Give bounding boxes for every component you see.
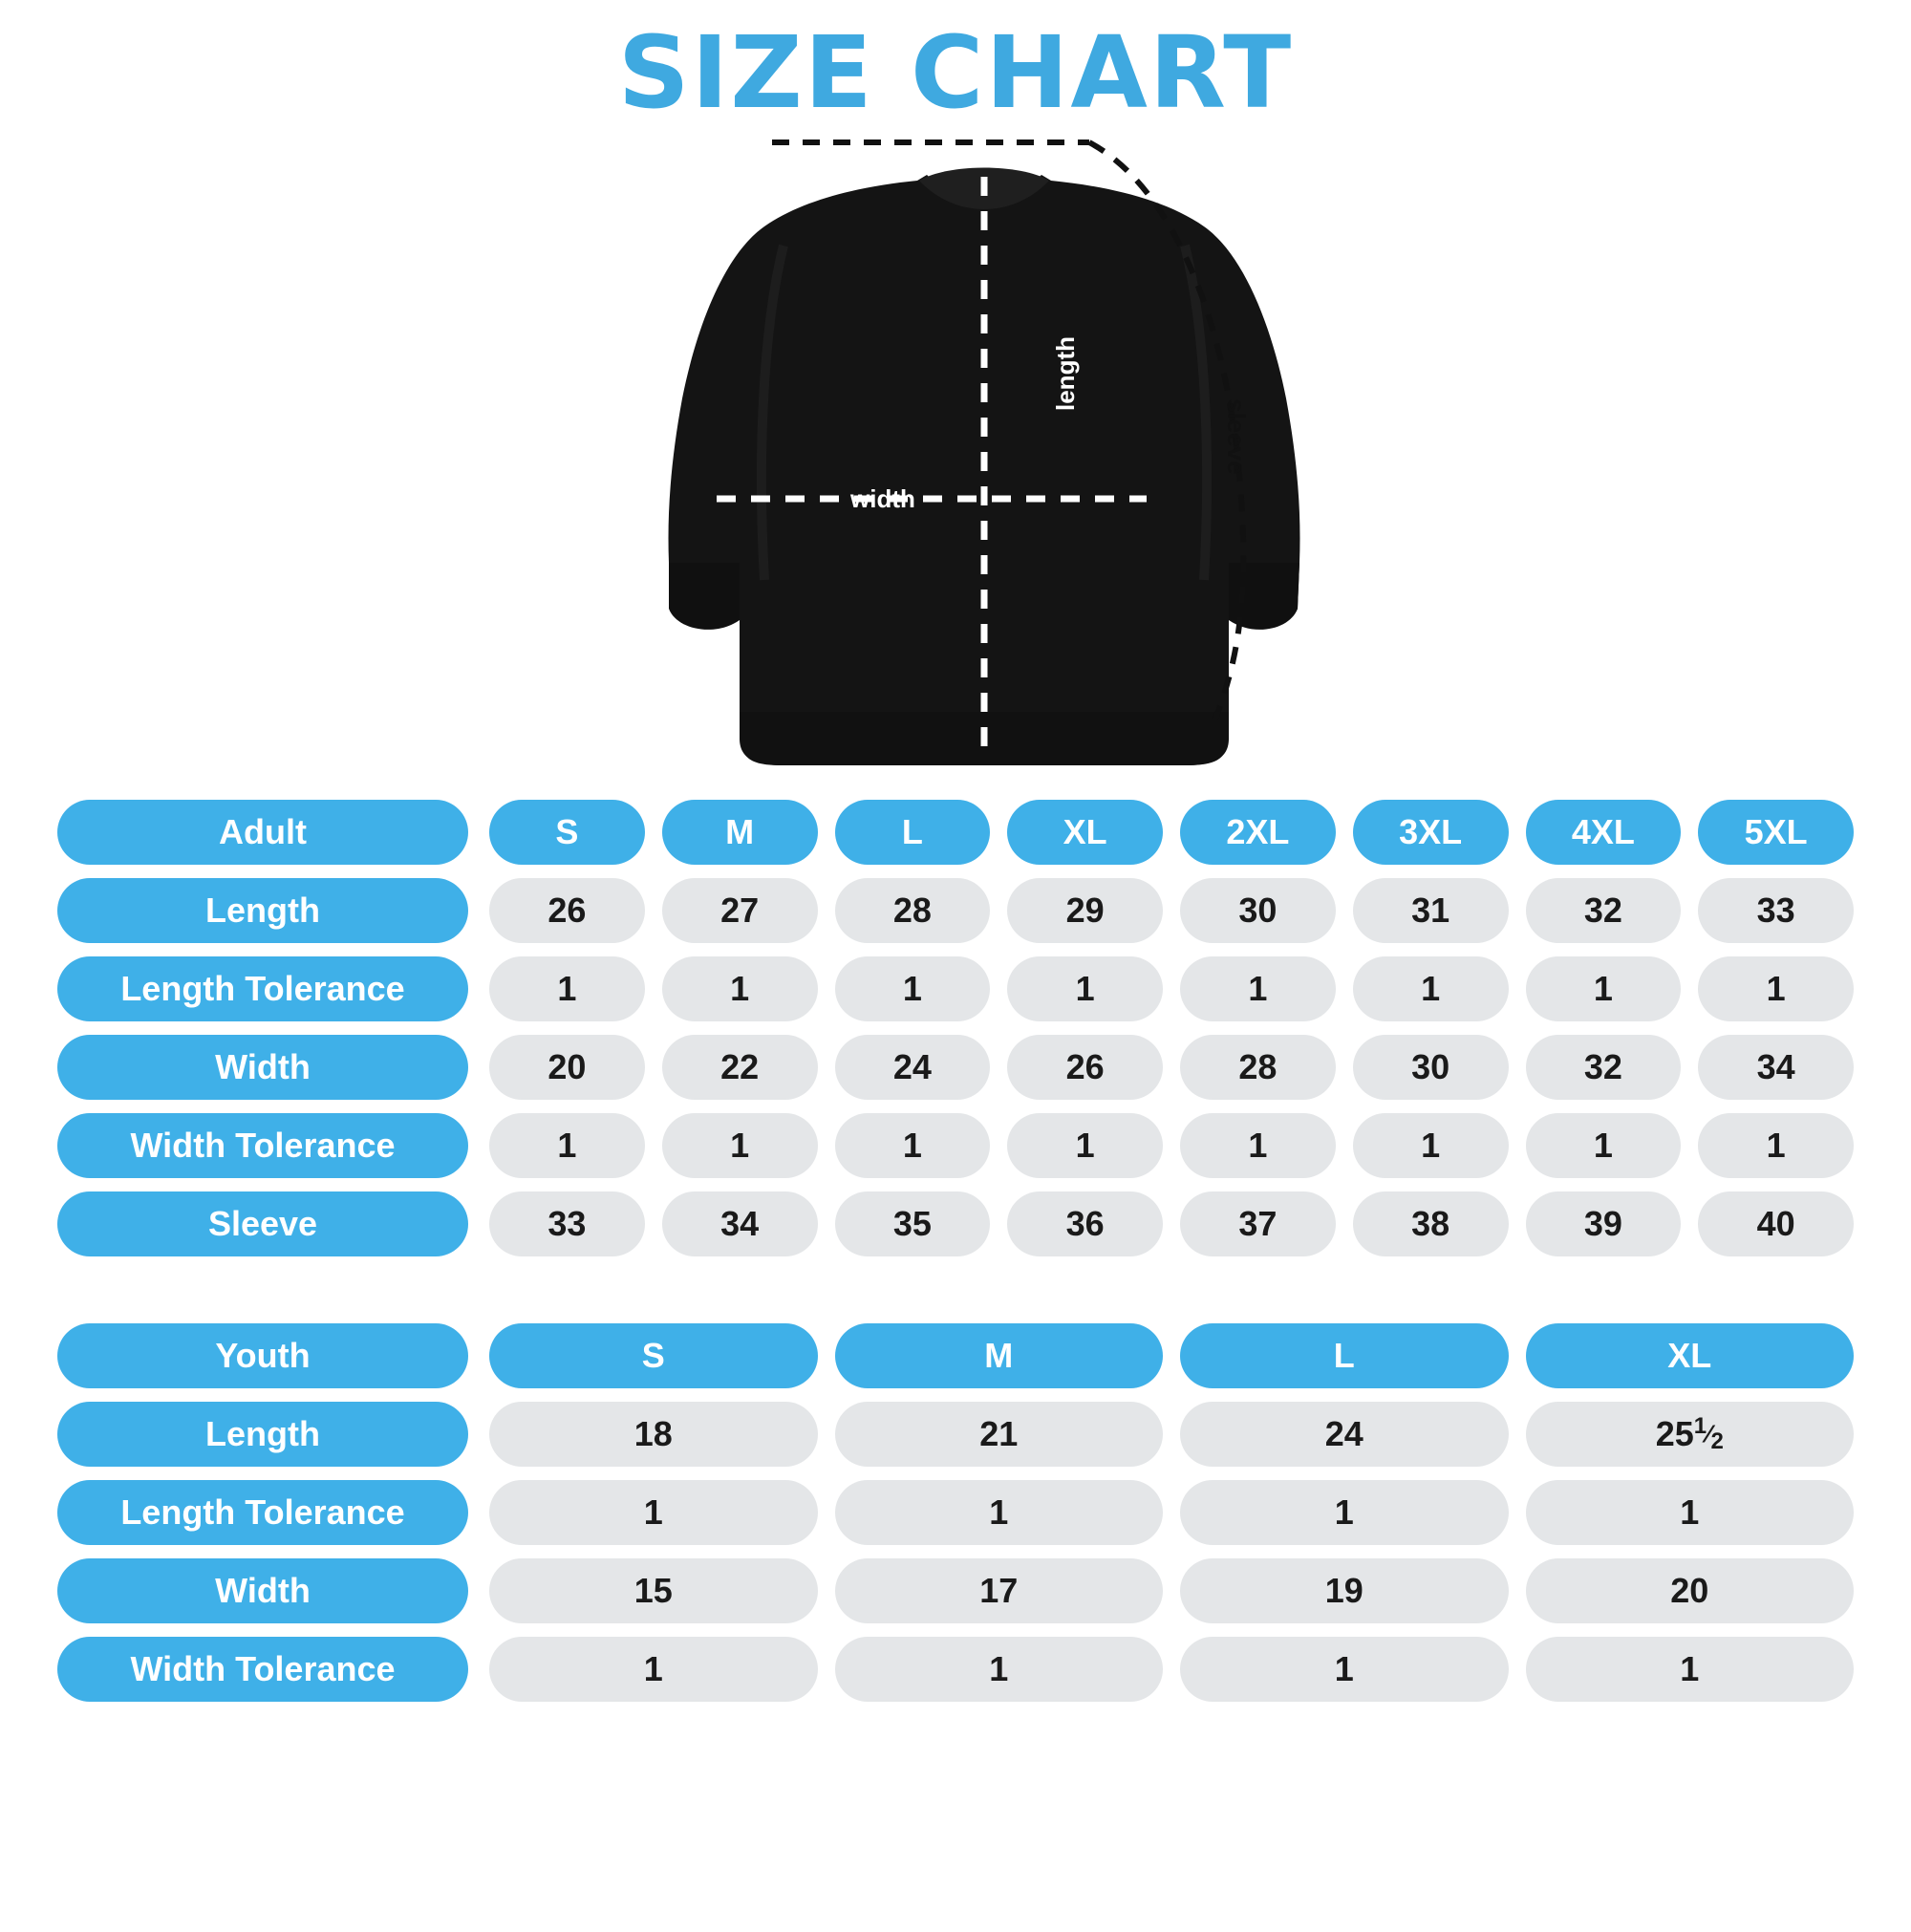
table-cell: 1 <box>1180 1637 1509 1702</box>
table-cell: 38 <box>1353 1191 1509 1256</box>
table-cell: 25 $^1⁄_2$ <box>1526 1402 1855 1467</box>
youth-row-length-tolerance <box>57 1480 1854 1545</box>
table-cell: 1 <box>662 1113 818 1178</box>
adult-row-label-width-tolerance: Width Tolerance <box>57 1113 468 1178</box>
adult-size-2xl: 2XL <box>1180 800 1336 865</box>
table-cell: 31 <box>1353 878 1509 943</box>
table-cell: 1 <box>1180 956 1336 1021</box>
adult-header-label: Adult <box>57 800 468 865</box>
table-cell: 30 <box>1353 1035 1509 1100</box>
adult-row-label-length-tolerance: Length Tolerance <box>57 956 468 1021</box>
table-cell: 1 <box>1180 1113 1336 1178</box>
youth-size-m: M <box>835 1323 1164 1388</box>
diagram-label-length: length <box>1051 336 1080 412</box>
table-cell: 1 <box>489 1113 645 1178</box>
table-cell: 22 <box>662 1035 818 1100</box>
table-cell: 1 <box>489 1637 818 1702</box>
table-cell: 33 <box>1698 878 1854 943</box>
youth-size-s: S <box>489 1323 818 1388</box>
table-cell: 1 <box>489 956 645 1021</box>
table-cell: 15 <box>489 1558 818 1623</box>
table-cell: 1 <box>1698 956 1854 1021</box>
adult-row-width-tolerance <box>57 1113 1854 1178</box>
adult-row-label-length: Length <box>57 878 468 943</box>
table-cell: 1 <box>835 1637 1164 1702</box>
table-cell: 30 <box>1180 878 1336 943</box>
diagram-label-width: width <box>850 484 915 514</box>
table-cell: 1 <box>1526 1113 1682 1178</box>
table-cell: 1 <box>1180 1480 1509 1545</box>
youth-row-label-length: Length <box>57 1402 468 1467</box>
table-cell: 24 <box>835 1035 991 1100</box>
table-cell: 28 <box>1180 1035 1336 1100</box>
sweatshirt-illustration <box>478 131 1433 800</box>
table-cell: 32 <box>1526 1035 1682 1100</box>
table-cell: 1 <box>1526 1480 1855 1545</box>
table-cell: 34 <box>1698 1035 1854 1100</box>
table-cell: 29 <box>1007 878 1163 943</box>
table-cell: 1 <box>662 956 818 1021</box>
table-cell: 20 <box>489 1035 645 1100</box>
youth-row-width <box>57 1558 1854 1623</box>
table-cell: 17 <box>835 1558 1164 1623</box>
table-cell: 18 <box>489 1402 818 1467</box>
table-cell: 1 <box>1353 1113 1509 1178</box>
table-cell: 1 <box>1526 956 1682 1021</box>
adult-size-3xl: 3XL <box>1353 800 1509 865</box>
adult-row-width <box>57 1035 1854 1100</box>
youth-size-table <box>57 1323 1854 1702</box>
adult-size-s: S <box>489 800 645 865</box>
adult-row-sleeve <box>57 1191 1854 1256</box>
table-cell: 27 <box>662 878 818 943</box>
table-cell: 26 <box>489 878 645 943</box>
table-cell: 37 <box>1180 1191 1336 1256</box>
youth-row-label-width: Width <box>57 1558 468 1623</box>
adult-size-4xl: 4XL <box>1526 800 1682 865</box>
table-cell: 1 <box>1698 1113 1854 1178</box>
table-cell: 26 <box>1007 1035 1163 1100</box>
table-cell: 32 <box>1526 878 1682 943</box>
youth-header-row <box>57 1323 1854 1388</box>
table-cell: 1 <box>835 1480 1164 1545</box>
table-cell: 19 <box>1180 1558 1509 1623</box>
page-title: SIZE CHART <box>617 14 1294 131</box>
table-cell: 33 <box>489 1191 645 1256</box>
table-cell: 24 <box>1180 1402 1509 1467</box>
table-cell: 1 <box>835 1113 991 1178</box>
table-spacer <box>0 1270 1911 1323</box>
adult-size-xl: XL <box>1007 800 1163 865</box>
garment-diagram <box>0 131 1911 800</box>
adult-size-table <box>57 800 1854 1256</box>
table-cell: 36 <box>1007 1191 1163 1256</box>
table-cell: 1 <box>1526 1637 1855 1702</box>
table-cell: 34 <box>662 1191 818 1256</box>
table-cell: 40 <box>1698 1191 1854 1256</box>
adult-size-m: M <box>662 800 818 865</box>
adult-size-l: L <box>835 800 991 865</box>
adult-size-5xl: 5XL <box>1698 800 1854 865</box>
table-cell: 35 <box>835 1191 991 1256</box>
adult-row-label-width: Width <box>57 1035 468 1100</box>
size-chart-page <box>0 14 1911 1932</box>
table-cell: 21 <box>835 1402 1164 1467</box>
table-cell: 1 <box>1353 956 1509 1021</box>
adult-row-length <box>57 878 1854 943</box>
youth-row-length <box>57 1402 1854 1467</box>
table-cell: 28 <box>835 878 991 943</box>
diagram-label-sleeve: sleeve <box>1222 398 1251 475</box>
table-cell: 1 <box>489 1480 818 1545</box>
adult-row-label-sleeve: Sleeve <box>57 1191 468 1256</box>
youth-row-label-length-tolerance: Length Tolerance <box>57 1480 468 1545</box>
adult-row-length-tolerance <box>57 956 1854 1021</box>
table-cell: 1 <box>835 956 991 1021</box>
table-cell: 20 <box>1526 1558 1855 1623</box>
youth-row-label-width-tolerance: Width Tolerance <box>57 1637 468 1702</box>
youth-size-l: L <box>1180 1323 1509 1388</box>
youth-size-xl: XL <box>1526 1323 1855 1388</box>
youth-header-label: Youth <box>57 1323 468 1388</box>
adult-header-row <box>57 800 1854 865</box>
table-cell: 1 <box>1007 1113 1163 1178</box>
youth-row-width-tolerance <box>57 1637 1854 1702</box>
table-cell: 39 <box>1526 1191 1682 1256</box>
table-cell: 1 <box>1007 956 1163 1021</box>
